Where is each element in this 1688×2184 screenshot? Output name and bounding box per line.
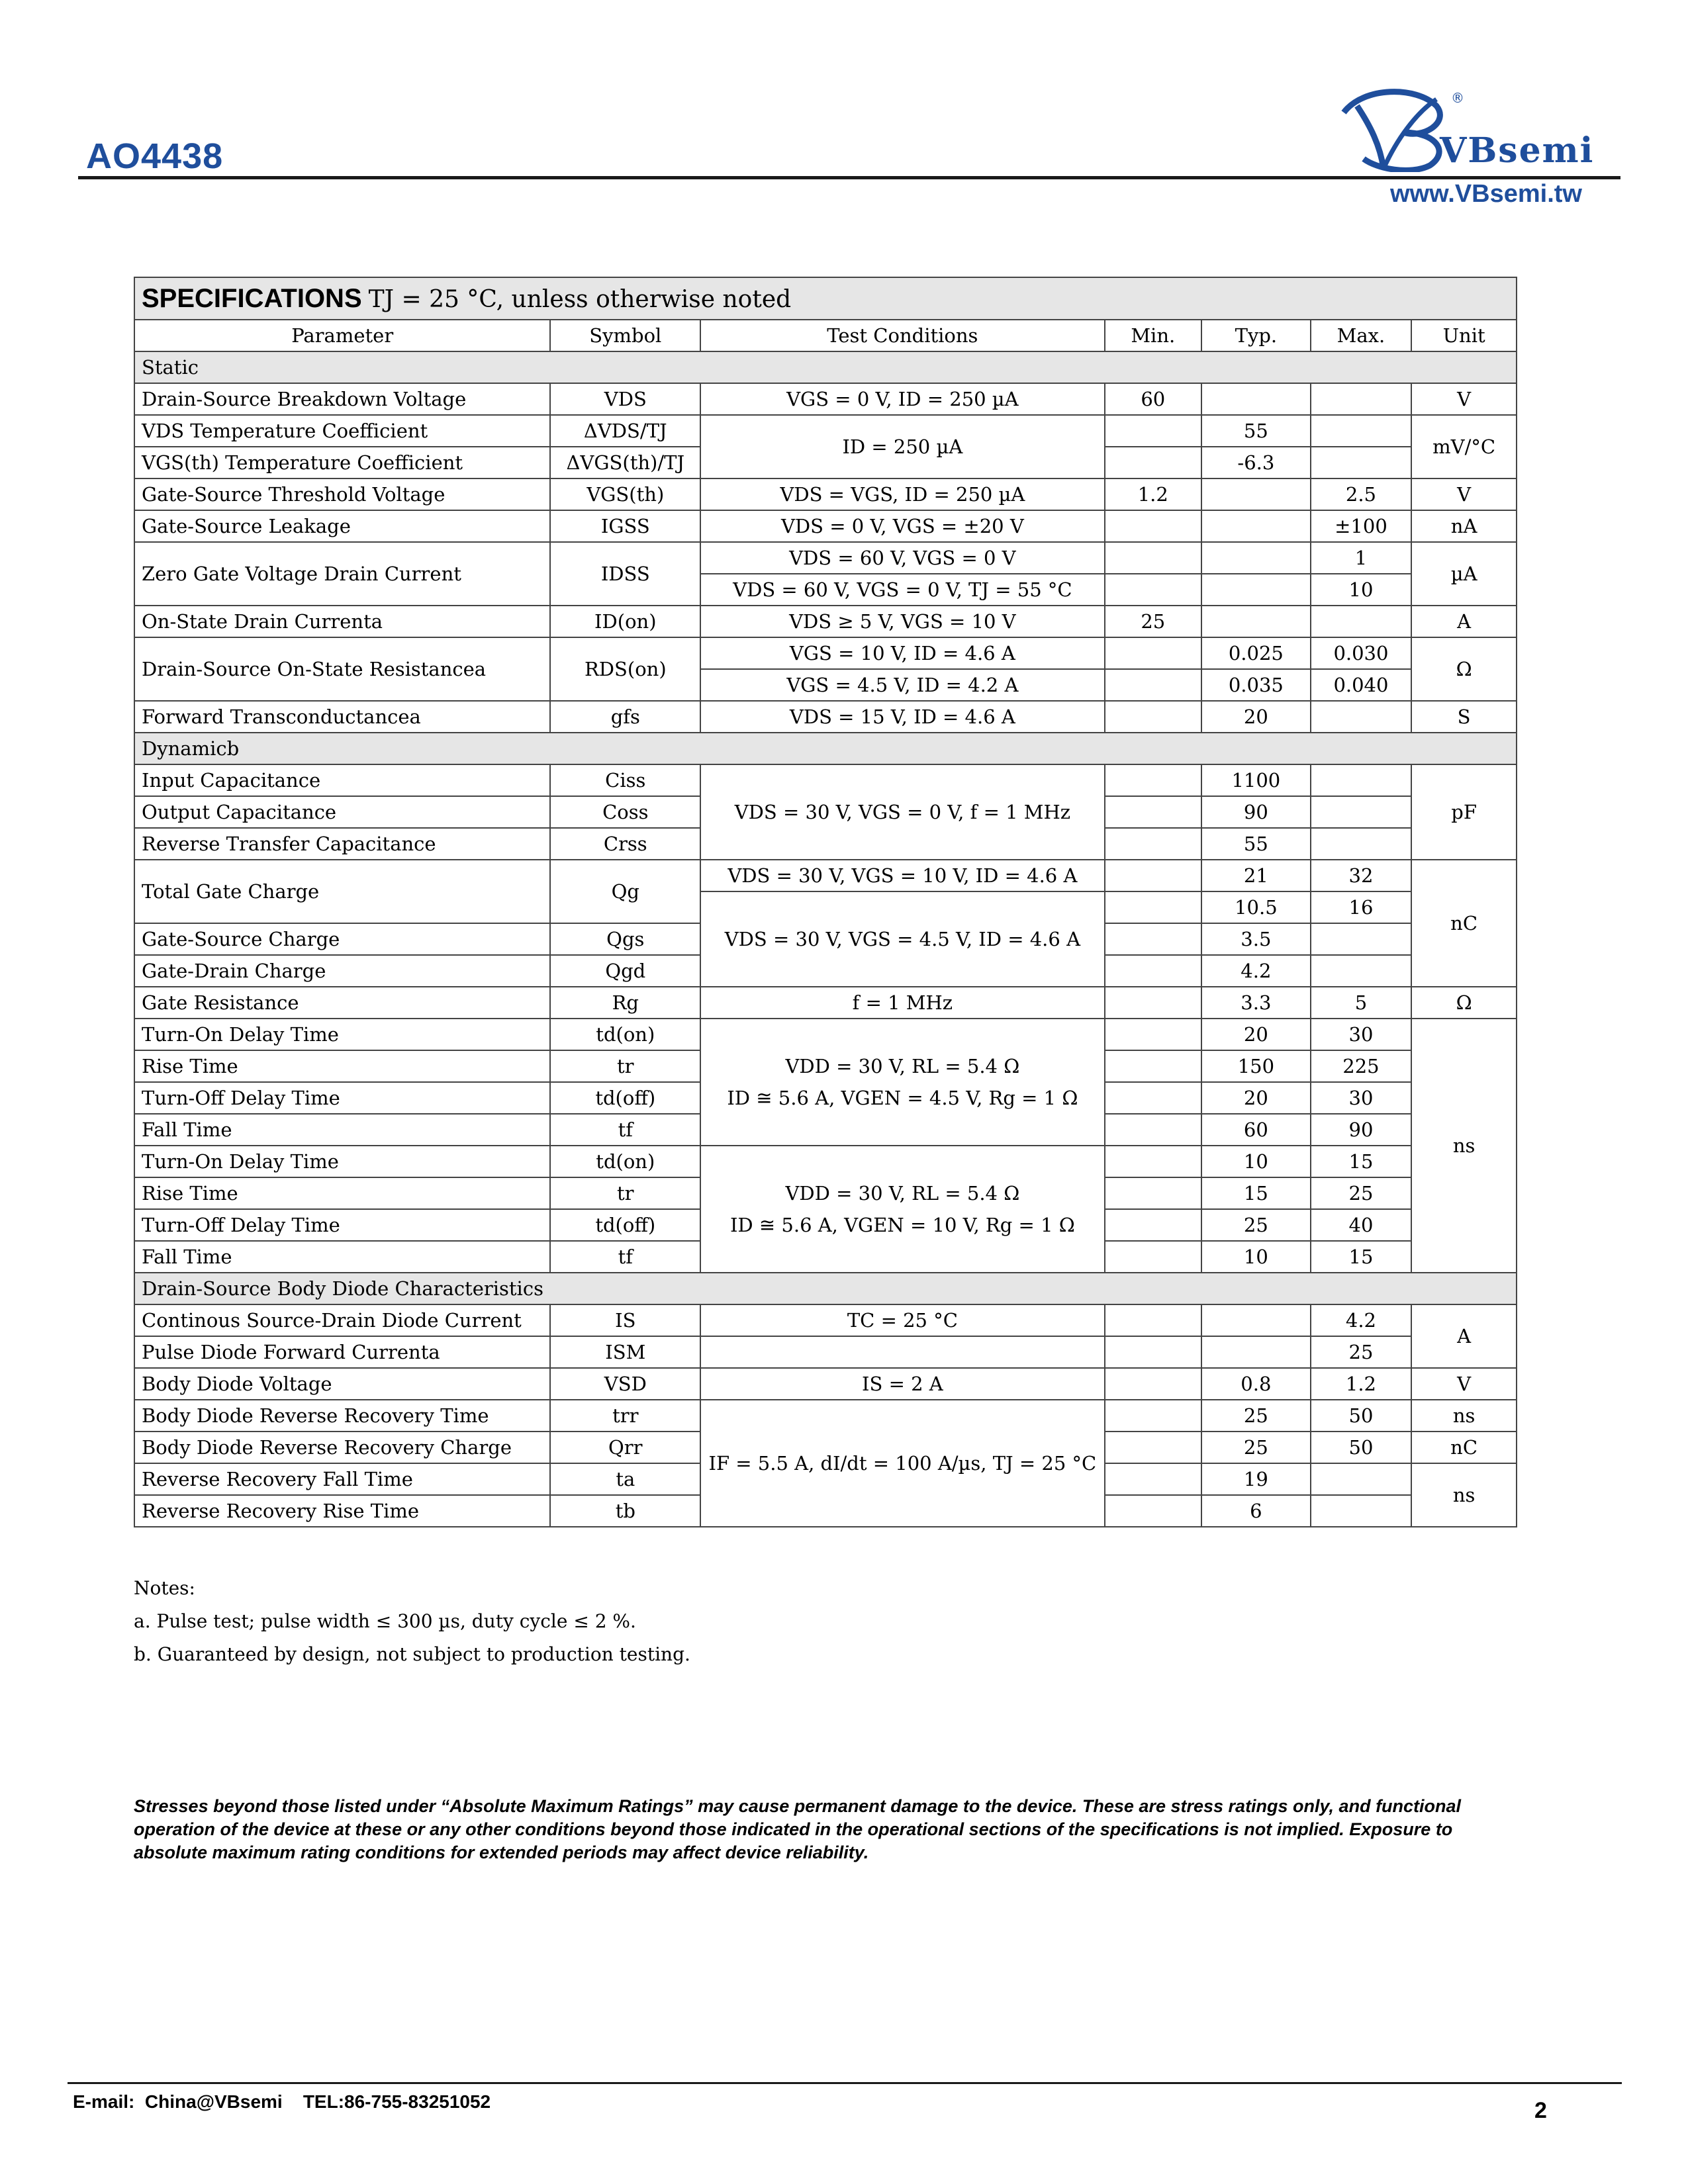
- table-row: [134, 1400, 1517, 1432]
- cell-min: [1105, 574, 1202, 606]
- static-rows: [134, 383, 1517, 733]
- cell-cond: VDS = 15 V, ID = 4.6 A: [700, 701, 1104, 733]
- cell-cond: VDS ≥ 5 V, VGS = 10 V: [700, 606, 1104, 637]
- cell-max: 1.2: [1311, 1368, 1412, 1400]
- table-row: [134, 478, 1517, 510]
- note-b: b. Guaranteed by design, not subject to production testing.: [134, 1643, 690, 1665]
- cell-min: [1105, 860, 1202, 891]
- cell-param: Gate Resistance: [134, 987, 550, 1019]
- cell-unit: mV/°C: [1411, 415, 1517, 478]
- cell-typ: 150: [1201, 1050, 1311, 1082]
- cell-typ: 15: [1201, 1177, 1311, 1209]
- cell-typ: [1201, 510, 1311, 542]
- cell-typ: 0.025: [1201, 637, 1311, 669]
- cell-symbol: IGSS: [550, 510, 700, 542]
- table-row: [134, 383, 1517, 415]
- cell-symbol: Qg: [550, 860, 700, 923]
- cell-typ: 25: [1201, 1209, 1311, 1241]
- cell-param: Fall Time: [134, 1114, 550, 1146]
- cell-min: [1105, 542, 1202, 574]
- cell-typ: 90: [1201, 796, 1311, 828]
- cell-max: 30: [1311, 1019, 1412, 1050]
- diode-rows: [134, 1304, 1517, 1527]
- cell-cond: VDS = VGS, ID = 250 µA: [700, 478, 1104, 510]
- cell-typ: [1201, 606, 1311, 637]
- cell-param: On-State Drain Currenta: [134, 606, 550, 637]
- cell-max: 15: [1311, 1146, 1412, 1177]
- cell-symbol: trr: [550, 1400, 700, 1432]
- cell-symbol: ta: [550, 1463, 700, 1495]
- cell-symbol: RDS(on): [550, 637, 700, 701]
- cell-cond: [700, 1336, 1104, 1368]
- cell-min: [1105, 1177, 1202, 1209]
- cell-symbol: tb: [550, 1495, 700, 1527]
- cell-symbol: td(off): [550, 1082, 700, 1114]
- cell-param: Rise Time: [134, 1050, 550, 1082]
- section-static-row: [134, 351, 1517, 383]
- cell-min: [1105, 1082, 1202, 1114]
- condition-line: ID ≅ 5.6 A, VGEN = 10 V, Rg = 1 Ω: [729, 1214, 1075, 1236]
- cell-min: [1105, 1400, 1202, 1432]
- cell-cond: IF = 5.5 A, dI/dt = 100 A/µs, TJ = 25 °C: [700, 1400, 1104, 1527]
- cell-max: 10: [1311, 574, 1412, 606]
- cell-min: [1105, 1114, 1202, 1146]
- section-dynamic-row: [134, 733, 1517, 764]
- cell-symbol: Crss: [550, 828, 700, 860]
- cell-max: 15: [1311, 1241, 1412, 1273]
- cell-min: [1105, 1432, 1202, 1463]
- cell-param: Turn-Off Delay Time: [134, 1082, 550, 1114]
- cell-symbol: gfs: [550, 701, 700, 733]
- cell-unit: Ω: [1411, 987, 1517, 1019]
- section-dynamic: Dynamicb: [134, 733, 1517, 764]
- cell-symbol: VSD: [550, 1368, 700, 1400]
- cell-typ: -6.3: [1201, 447, 1311, 478]
- cell-min: [1105, 1146, 1202, 1177]
- cell-typ: 4.2: [1201, 955, 1311, 987]
- cell-cond: [700, 1146, 1104, 1273]
- cell-symbol: td(on): [550, 1146, 700, 1177]
- cell-typ: 55: [1201, 415, 1311, 447]
- cell-symbol: Qgs: [550, 923, 700, 955]
- cell-param: Output Capacitance: [134, 796, 550, 828]
- cell-param: Fall Time: [134, 1241, 550, 1273]
- cell-param: Forward Transconductancea: [134, 701, 550, 733]
- cell-max: 50: [1311, 1432, 1412, 1463]
- cell-typ: [1201, 478, 1311, 510]
- cell-unit: ns: [1411, 1463, 1517, 1527]
- cell-max: [1311, 955, 1412, 987]
- cell-max: 25: [1311, 1336, 1412, 1368]
- cell-param: Input Capacitance: [134, 764, 550, 796]
- cell-unit: V: [1411, 1368, 1517, 1400]
- cell-min: [1105, 701, 1202, 733]
- condition-line: ID ≅ 5.6 A, VGEN = 4.5 V, Rg = 1 Ω: [727, 1087, 1078, 1109]
- cell-symbol: Qgd: [550, 955, 700, 987]
- table-row: [134, 542, 1517, 574]
- header-test-conditions: Test Conditions: [700, 320, 1104, 351]
- cell-typ: 25: [1201, 1432, 1311, 1463]
- cell-unit: nC: [1411, 860, 1517, 987]
- cell-min: [1105, 1368, 1202, 1400]
- cell-cond: f = 1 MHz: [700, 987, 1104, 1019]
- cell-min: [1105, 923, 1202, 955]
- cell-min: [1105, 796, 1202, 828]
- cell-symbol: Rg: [550, 987, 700, 1019]
- cell-unit: nA: [1411, 510, 1517, 542]
- condition-line: VDD = 30 V, RL = 5.4 Ω: [785, 1182, 1020, 1205]
- note-a: a. Pulse test; pulse width ≤ 300 µs, duty cycle ≤ 2 %.: [134, 1610, 636, 1632]
- header-divider: [78, 176, 1620, 179]
- cell-unit: V: [1411, 383, 1517, 415]
- cell-min: [1105, 1241, 1202, 1273]
- cell-param: Rise Time: [134, 1177, 550, 1209]
- cell-max: [1311, 701, 1412, 733]
- cell-typ: 0.8: [1201, 1368, 1311, 1400]
- cell-max: [1311, 1463, 1412, 1495]
- stress-disclaimer: Stresses beyond those listed under “Absolute Maximum Ratings” may cause permanent damage to the device. These are stress ratings only, and functional operation of the device at these or any other conditions beyond those indicated in the operational sections of the specifications is not implied. Exposure to absolute maximum rating conditions for extended periods may affect device reliability.: [134, 1796, 1462, 1862]
- cell-typ: 20: [1201, 701, 1311, 733]
- condition-line: VDD = 30 V, RL = 5.4 Ω: [785, 1055, 1020, 1077]
- cell-min: [1105, 637, 1202, 669]
- cell-min: 60: [1105, 383, 1202, 415]
- cell-max: [1311, 764, 1412, 796]
- table-row: [134, 764, 1517, 796]
- cell-max: 5: [1311, 987, 1412, 1019]
- notes-block: [134, 1572, 690, 1671]
- page-number: 2: [1534, 2098, 1547, 2123]
- cell-symbol: td(off): [550, 1209, 700, 1241]
- cell-typ: 60: [1201, 1114, 1311, 1146]
- cell-min: [1105, 955, 1202, 987]
- table-row: [134, 510, 1517, 542]
- cell-max: [1311, 415, 1412, 447]
- cell-cond: VGS = 4.5 V, ID = 4.2 A: [700, 669, 1104, 701]
- table-title-row: [134, 277, 1517, 320]
- cell-max: 1: [1311, 542, 1412, 574]
- cell-cond: IS = 2 A: [700, 1368, 1104, 1400]
- cell-param: Total Gate Charge: [134, 860, 550, 923]
- registered-mark: ®: [1451, 90, 1464, 106]
- header-unit: Unit: [1411, 320, 1517, 351]
- table-title: SPECIFICATIONS TJ = 25 °C, unless otherwise noted: [134, 277, 1517, 320]
- cell-min: [1105, 415, 1202, 447]
- cell-unit: A: [1411, 1304, 1517, 1368]
- cell-typ: 10: [1201, 1241, 1311, 1273]
- cell-cond: VDS = 60 V, VGS = 0 V, TJ = 55 °C: [700, 574, 1104, 606]
- cell-symbol: ΔVGS(th)/TJ: [550, 447, 700, 478]
- cell-typ: [1201, 383, 1311, 415]
- cell-max: ±100: [1311, 510, 1412, 542]
- cell-param: Turn-On Delay Time: [134, 1146, 550, 1177]
- cell-typ: 3.5: [1201, 923, 1311, 955]
- cell-unit: S: [1411, 701, 1517, 733]
- table-row: [134, 701, 1517, 733]
- cell-param: VDS Temperature Coefficient: [134, 415, 550, 447]
- dynamic-rows: [134, 764, 1517, 1273]
- website-link[interactable]: www.VBsemi.tw: [1390, 180, 1582, 208]
- cell-min: [1105, 1463, 1202, 1495]
- cell-max: [1311, 1495, 1412, 1527]
- cell-min: [1105, 669, 1202, 701]
- cell-param: VGS(th) Temperature Coefficient: [134, 447, 550, 478]
- header-typ: Typ.: [1201, 320, 1311, 351]
- cell-min: [1105, 1019, 1202, 1050]
- cell-symbol: VDS: [550, 383, 700, 415]
- cell-param: Gate-Source Threshold Voltage: [134, 478, 550, 510]
- cell-param: Drain-Source Breakdown Voltage: [134, 383, 550, 415]
- cell-unit: pF: [1411, 764, 1517, 860]
- cell-max: 0.040: [1311, 669, 1412, 701]
- cell-cond: ID = 250 µA: [700, 415, 1104, 478]
- cell-max: [1311, 796, 1412, 828]
- cell-symbol: td(on): [550, 1019, 700, 1050]
- cell-max: 2.5: [1311, 478, 1412, 510]
- section-diode: Drain-Source Body Diode Characteristics: [134, 1273, 1517, 1304]
- cell-typ: 6: [1201, 1495, 1311, 1527]
- cell-min: [1105, 447, 1202, 478]
- cell-typ: 10: [1201, 1146, 1311, 1177]
- footer-contact: E-mail: China@VBsemi TEL:86-755-83251052: [73, 2091, 491, 2112]
- cell-typ: [1201, 542, 1311, 574]
- table-row: [134, 860, 1517, 891]
- cell-symbol: ID(on): [550, 606, 700, 637]
- logo-text: VBsemi: [1440, 130, 1595, 171]
- footer-divider: [68, 2082, 1622, 2084]
- cell-param: Reverse Recovery Fall Time: [134, 1463, 550, 1495]
- cell-symbol: tf: [550, 1114, 700, 1146]
- cell-unit: A: [1411, 606, 1517, 637]
- cell-max: 225: [1311, 1050, 1412, 1082]
- cell-min: [1105, 1336, 1202, 1368]
- cell-symbol: IS: [550, 1304, 700, 1336]
- table-row: [134, 637, 1517, 669]
- cell-symbol: ΔVDS/TJ: [550, 415, 700, 447]
- cell-param: Body Diode Voltage: [134, 1368, 550, 1400]
- cell-unit: ns: [1411, 1400, 1517, 1432]
- cell-param: Pulse Diode Forward Currenta: [134, 1336, 550, 1368]
- cell-param: Reverse Recovery Rise Time: [134, 1495, 550, 1527]
- table-row: [134, 606, 1517, 637]
- cell-max: 90: [1311, 1114, 1412, 1146]
- cell-param: Turn-On Delay Time: [134, 1019, 550, 1050]
- cell-param: Drain-Source On-State Resistancea: [134, 637, 550, 701]
- header-symbol: Symbol: [550, 320, 700, 351]
- cell-cond: VDS = 0 V, VGS = ±20 V: [700, 510, 1104, 542]
- header-parameter: Parameter: [134, 320, 550, 351]
- cell-min: [1105, 891, 1202, 923]
- cell-typ: [1201, 574, 1311, 606]
- cell-min: [1105, 764, 1202, 796]
- cell-min: [1105, 1050, 1202, 1082]
- cell-typ: 20: [1201, 1082, 1311, 1114]
- cell-typ: 1100: [1201, 764, 1311, 796]
- cell-min: [1105, 828, 1202, 860]
- cell-min: [1105, 1304, 1202, 1336]
- cell-symbol: Ciss: [550, 764, 700, 796]
- cell-cond: VDS = 30 V, VGS = 0 V, f = 1 MHz: [700, 764, 1104, 860]
- cell-max: [1311, 923, 1412, 955]
- cell-typ: 55: [1201, 828, 1311, 860]
- header-min: Min.: [1105, 320, 1202, 351]
- notes-heading: Notes:: [134, 1577, 195, 1599]
- table-row: [134, 1336, 1517, 1368]
- cell-cond: VDS = 60 V, VGS = 0 V: [700, 542, 1104, 574]
- cell-symbol: IDSS: [550, 542, 700, 606]
- cell-symbol: tr: [550, 1177, 700, 1209]
- cell-min: 25: [1105, 606, 1202, 637]
- cell-symbol: tr: [550, 1050, 700, 1082]
- cell-unit: V: [1411, 478, 1517, 510]
- cell-max: [1311, 606, 1412, 637]
- table-row: [134, 1019, 1517, 1050]
- cell-typ: [1201, 1304, 1311, 1336]
- cell-typ: 25: [1201, 1400, 1311, 1432]
- specifications-table: [134, 277, 1517, 1527]
- cell-min: [1105, 987, 1202, 1019]
- cell-cond: TC = 25 °C: [700, 1304, 1104, 1336]
- cell-max: 4.2: [1311, 1304, 1412, 1336]
- cell-cond: [700, 1019, 1104, 1146]
- cell-typ: 0.035: [1201, 669, 1311, 701]
- cell-typ: 3.3: [1201, 987, 1311, 1019]
- cell-max: 0.030: [1311, 637, 1412, 669]
- cell-unit: ns: [1411, 1019, 1517, 1273]
- cell-max: 25: [1311, 1177, 1412, 1209]
- cell-min: [1105, 510, 1202, 542]
- cell-param: Zero Gate Voltage Drain Current: [134, 542, 550, 606]
- cell-param: Gate-Source Charge: [134, 923, 550, 955]
- table-row: [134, 1304, 1517, 1336]
- cell-symbol: ISM: [550, 1336, 700, 1368]
- part-number: AO4438: [86, 136, 224, 176]
- cell-cond: VDS = 30 V, VGS = 10 V, ID = 4.6 A: [700, 860, 1104, 891]
- cell-min: [1105, 1495, 1202, 1527]
- cell-param: Body Diode Reverse Recovery Charge: [134, 1432, 550, 1463]
- cell-cond: VGS = 10 V, ID = 4.6 A: [700, 637, 1104, 669]
- cell-unit: Ω: [1411, 637, 1517, 701]
- cell-cond: VDS = 30 V, VGS = 4.5 V, ID = 4.6 A: [700, 891, 1104, 987]
- cell-symbol: VGS(th): [550, 478, 700, 510]
- cell-min: 1.2: [1105, 478, 1202, 510]
- cell-typ: [1201, 1336, 1311, 1368]
- cell-max: 16: [1311, 891, 1412, 923]
- cell-max: [1311, 828, 1412, 860]
- cell-unit: µA: [1411, 542, 1517, 606]
- section-diode-row: [134, 1273, 1517, 1304]
- cell-symbol: tf: [550, 1241, 700, 1273]
- cell-param: Gate-Source Leakage: [134, 510, 550, 542]
- cell-max: [1311, 447, 1412, 478]
- cell-symbol: Qrr: [550, 1432, 700, 1463]
- cell-max: 40: [1311, 1209, 1412, 1241]
- cell-max: 32: [1311, 860, 1412, 891]
- cell-unit: nC: [1411, 1432, 1517, 1463]
- cell-typ: 19: [1201, 1463, 1311, 1495]
- table-header-row: [134, 320, 1517, 351]
- table-row: [134, 415, 1517, 447]
- cell-max: [1311, 383, 1412, 415]
- cell-typ: 20: [1201, 1019, 1311, 1050]
- cell-min: [1105, 1209, 1202, 1241]
- section-static: Static: [134, 351, 1517, 383]
- cell-param: Continous Source-Drain Diode Current: [134, 1304, 550, 1336]
- cell-symbol: Coss: [550, 796, 700, 828]
- cell-max: 30: [1311, 1082, 1412, 1114]
- cell-cond: VGS = 0 V, ID = 250 µA: [700, 383, 1104, 415]
- cell-param: Body Diode Reverse Recovery Time: [134, 1400, 550, 1432]
- cell-param: Reverse Transfer Capacitance: [134, 828, 550, 860]
- table-row: [134, 987, 1517, 1019]
- cell-param: Turn-Off Delay Time: [134, 1209, 550, 1241]
- cell-param: Gate-Drain Charge: [134, 955, 550, 987]
- cell-typ: 10.5: [1201, 891, 1311, 923]
- cell-max: 50: [1311, 1400, 1412, 1432]
- table-row: [134, 1146, 1517, 1177]
- header-max: Max.: [1311, 320, 1412, 351]
- table-row: [134, 1368, 1517, 1400]
- cell-typ: 21: [1201, 860, 1311, 891]
